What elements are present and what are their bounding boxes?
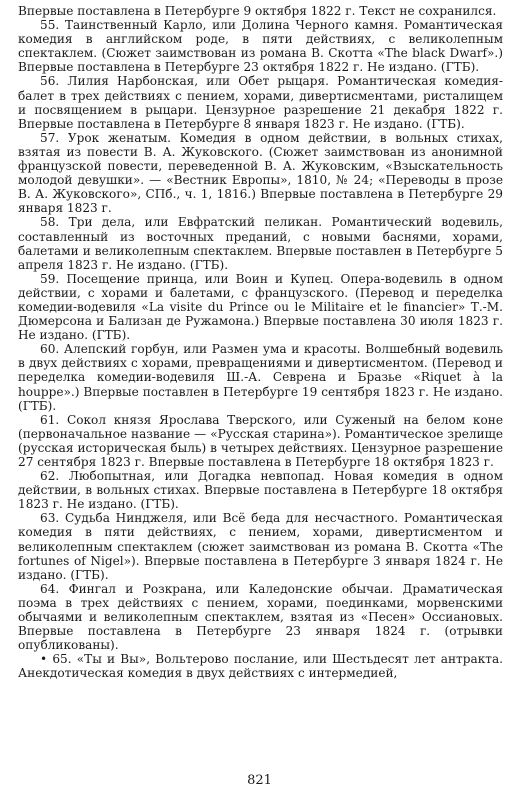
entry-62: 62. Любопытная, или Догадка невпопад. Новая комедия в одном действии, в вольных стихах. Впервые поставлена в Петербурге 18 октября 1823 г. Не издано. (ГТБ). [18,469,503,512]
entry-57: 57. Урок женатым. Комедия в одном действии, в вольных стихах, взятая из повести В. А. Жуковского. (Сюжет заимствован из анонимной французской повести, переведенной В. А. Жуковским, «Взыскательность молодой девушки». — «Вестник Европы», 1810, № 24; «Переводы в прозе В. А. Жуковского», СПб., ч. 1, 1816.) Впервые поставлена в Петербурге 29 января 1823 г. [18,130,503,216]
entry-56: 56. Лилия Нарбонская, или Обет рыцаря. Романтическая комедия-балет в трех действиях с пением, хорами, дивертисментами, ристалищем и посвящением в рыцари. Цензурное разрешение 21 декабря 1822 г. Впервые поставлена в Петербурге 8 января 1823 г. Не издано. (ГТБ). [18,74,503,131]
entry-58: 58. Три дела, или Евфратский пеликан. Романтический водевиль, составленный из восточных преданий, с новыми баснями, хорами, балетами и великолепным спектаклем. Впервые поставлен в Петербурге 5 апреля 1823 г. Не издано. (ГТБ). [18,215,503,272]
entry-65: • 65. «Ты и Вы», Вольтерово послание, или Шестьдесят лет антракта. Анекдотическая комедия в двух действиях с интермедией, [18,652,503,681]
entry-63: 63. Судьба Нинджеля, или Всё беда для несчастного. Романтическая комедия в пяти действиях, с пением, хорами, дивертисментом и великолепным спектаклем (сюжет заимствован из романа В. Скотта «The fortunes of Nigel»). Впервые поставлена в Петербурге 3 января 1824 г. Не издано. (ГТБ). [18,511,503,582]
entry-60: 60. Алепский горбун, или Размен ума и красоты. Волшебный водевиль в двух действиях с хорами, превращениями и дивертисментом. (Перевод и переделка комедии-водевиля Ш.-А. Севрена и Бразье «Riquet à la houppe».) Впервые поставлен в Петербурге 19 сентября 1823 г. Не издано. (ГТБ). [18,342,503,413]
entry-55: 55. Таинственный Карло, или Долина Черного камня. Романтическая комедия в английском роде, в пяти действиях, с великолепным спектаклем. (Сюжет заимствован из романа В. Скотта «The black Dwarf».) Впервые поставлена в Петербурге 23 октября 1822 г. Не издано. (ГТБ). [18,18,503,75]
continuation-paragraph: Впервые поставлена в Петербурге 9 октября 1822 г. Текст не сохранился. [18,4,497,18]
entry-59: 59. Посещение принца, или Воин и Купец. Опера-водевиль в одном действии, с хорами и балетами, с французского. (Перевод и переделка комедии-водевиля «La visite du Prince ou le Militaire et le financier» Т.-М. Дюмерсона и Бализан де Ружамона.) Впервые поставлена 30 июля 1823 г. Не издано. (ГТБ). [18,271,503,343]
entry-61: 61. Сокол князя Ярослава Тверского, или Суженый на белом коне (первоначальное название — «Русская старина»). Романтическое зрелище (русская историческая быль) в четырех действиях. Цензурное разрешение 27 сентября 1823 г. Впервые поставлена в Петербурге 18 октября 1823 г. [18,412,503,469]
entry-64: 64. Фингал и Розкрана, или Каледонские обычаи. Драматическая поэма в трех действиях с пением, хорами, поединками, морвенскими обычаями и великолепным спектаклем, взятая из «Песен» Оссиановых. Впервые поставлена в Петербурге 23 января 1824 г. (отрывки опубликованы). [18,581,503,653]
page-text [18,4,503,681]
page-number: 821 [247,773,272,788]
